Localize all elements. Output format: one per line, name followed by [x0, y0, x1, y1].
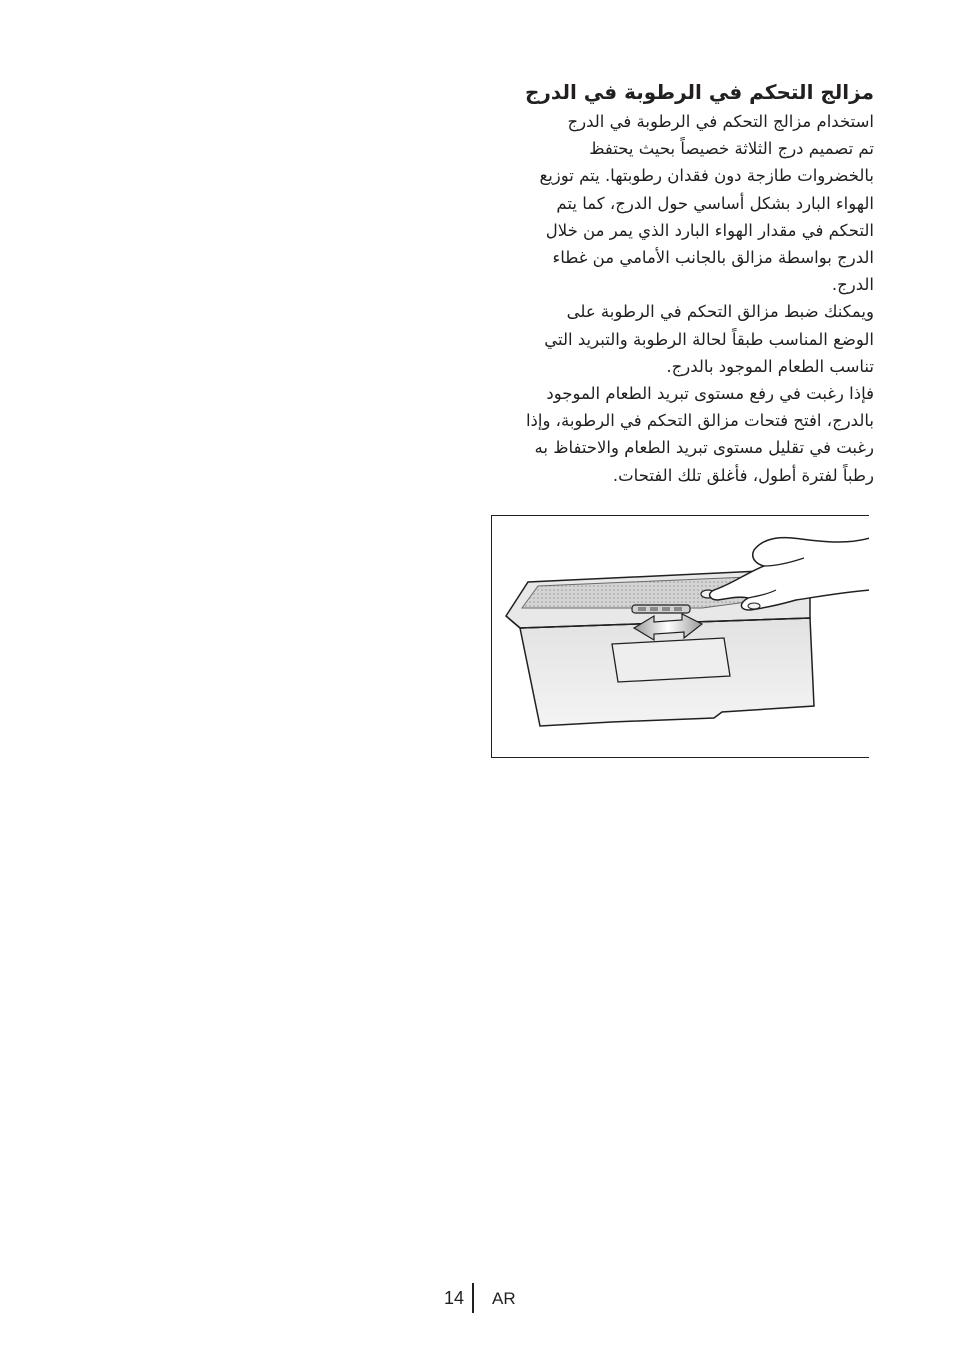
- drawer-body: [520, 618, 814, 726]
- text-line: الوضع المناسب طبقاً لحالة الرطوبة والتبريد التي: [544, 329, 874, 349]
- text-line: فإذا رغبت في رفع مستوى تبريد الطعام الموجود: [546, 384, 874, 404]
- text-line: بالدرج، افتح فتحات مزالق التحكم في الرطوبة، وإذا: [525, 411, 874, 431]
- crisper-drawer-drawing: [492, 516, 869, 758]
- footer-divider: [472, 1283, 474, 1313]
- text-line: الهواء البارد بشكل أساسي حول الدرج، كما يتم: [556, 193, 874, 213]
- page-footer: [0, 1283, 954, 1313]
- text-line: التحكم في مقدار الهواء البارد الذي يمر من خلال: [545, 220, 874, 240]
- text-line: رغبت في تقليل مستوى تبريد الطعام والاحتفاظ به: [534, 438, 874, 458]
- text-line: استخدام مزالج التحكم في الرطوبة في الدرج: [567, 112, 874, 131]
- paragraph-adjust: [484, 298, 874, 380]
- page-number: 14: [443, 1288, 464, 1308]
- text-line: تم تصميم درج الثلاثة خصيصاً بحيث يحتفظ: [589, 139, 874, 159]
- crisper-illustration: [491, 515, 869, 758]
- text-line: تناسب الطعام الموجود بالدرج.: [666, 356, 874, 376]
- section-title: مزالج التحكم في الرطوبة في الدرج: [524, 80, 874, 104]
- text-line: رطباً لفترة أطول، فأغلق تلك الفتحات.: [612, 465, 874, 485]
- language-code: AR: [492, 1289, 516, 1308]
- paragraph-cooling: [484, 380, 874, 489]
- text-line: الدرج.: [831, 275, 874, 295]
- instructions-column: [484, 78, 874, 489]
- text-line: ويمكنك ضبط مزالق التحكم في الرطوبة على: [566, 302, 874, 322]
- paragraph-intro: [484, 108, 874, 298]
- text-line: بالخضروات طازجة دون فقدان رطوبتها. يتم توزيع: [539, 166, 874, 186]
- text-line: الدرج بواسطة مزالق بالجانب الأمامي من غطاء: [552, 248, 874, 268]
